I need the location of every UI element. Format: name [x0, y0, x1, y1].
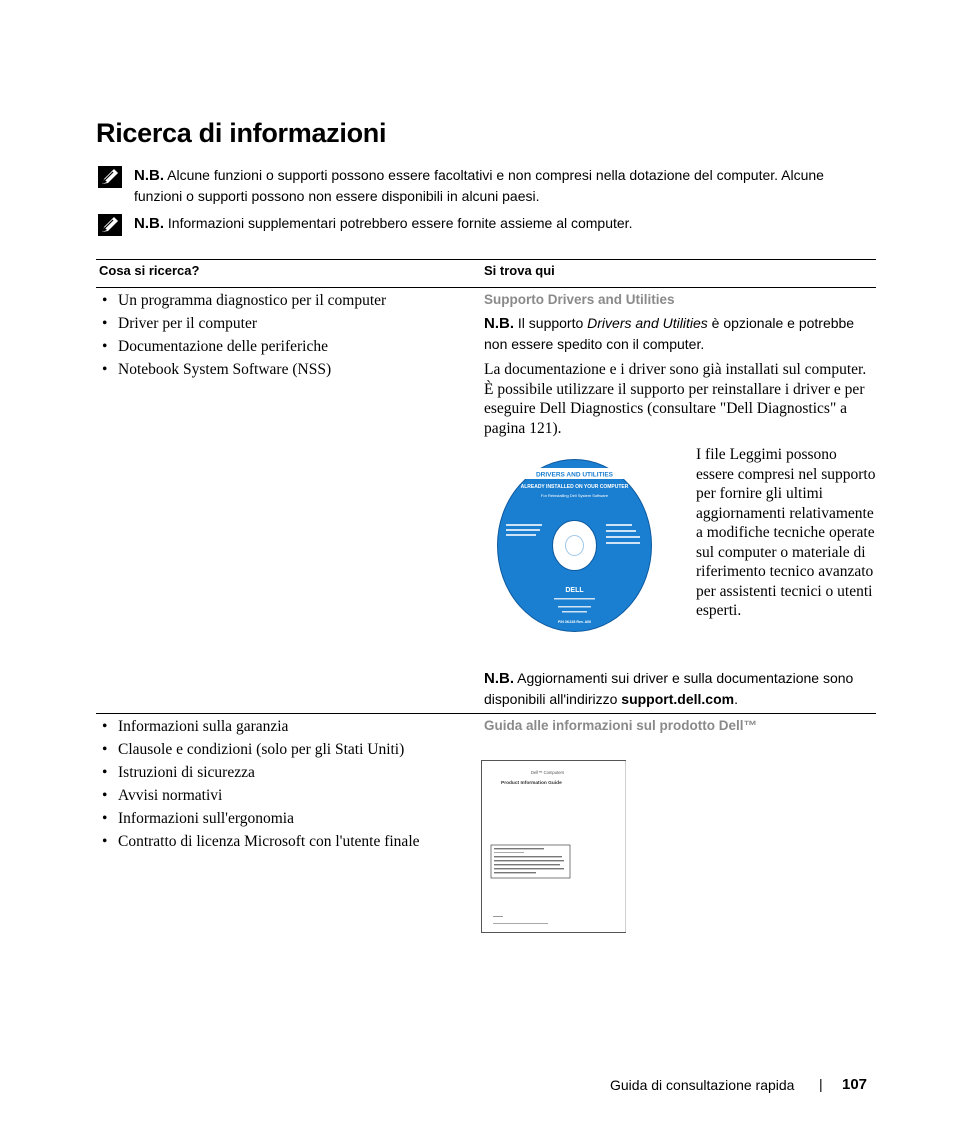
list-item: • Avvisi normativi [100, 784, 420, 807]
footer-page-number: 107 [842, 1076, 868, 1093]
note-driver-updates [484, 668, 879, 709]
list-item: • Un programma diagnostico per il computer [100, 289, 386, 312]
row2-item-list [100, 715, 420, 853]
cd-dell-logo: DELL [565, 587, 584, 594]
note-label: N.B. [484, 670, 514, 687]
cd-part-number: P/N 3K228 Rev. A00 [557, 620, 592, 624]
list-item: • Clausole e condizioni (solo per gli Stati Uniti) [100, 738, 420, 761]
cd-caption: For Reinstalling Dell System Software [540, 493, 609, 498]
note-label: N.B. [134, 215, 164, 232]
product-information-guide-image [481, 760, 626, 933]
note-label: N.B. [134, 167, 164, 184]
note-text: Alcune funzioni o supporti possono essere facoltativi e non compresi nella dotazione del computer. Alcune funzioni o supporti possono non essere disponibili in alcuni paesi. [134, 167, 824, 204]
cd-title: DRIVERS AND UTILITIES [535, 471, 614, 479]
list-item: • Notebook System Software (NSS) [100, 358, 386, 381]
list-item: • Informazioni sulla garanzia [100, 715, 420, 738]
cd-subtitle: ALREADY INSTALLED ON YOUR COMPUTER [520, 484, 629, 490]
list-item: • Informazioni sull'ergonomia [100, 807, 420, 830]
column-header-location: Si trova qui [484, 263, 555, 278]
note-text-post: . [734, 691, 738, 707]
drivers-utilities-cd-image [496, 458, 653, 633]
note-text: Informazioni supplementari potrebbero essere fornite assieme al computer. [167, 215, 633, 231]
readme-description: I file Leggimi possono essere compresi nel supporto per fornire gli ultimi aggiornamenti relativamente a modifiche tecniche operate sul computer o materiale di riferimento tecnico avanzato per assistenti tecnici o utenti esperti. [696, 446, 876, 619]
pencil-note-icon [98, 214, 122, 236]
booklet-brand: Dell™ Computers [531, 770, 565, 775]
note-drivers-optional [484, 313, 879, 354]
drivers-description: La documentazione e i driver sono già installati sul computer. È possibile utilizzare il supporto per reinstallare i driver e per eseguire Dell Diagnostics (consultare "Dell Diagnostics" a pagina 121). [484, 361, 867, 437]
note-text-italic: Drivers and Utilities [587, 315, 708, 331]
list-item: • Contratto di licenza Microsoft con l'utente finale [100, 830, 420, 853]
column-header-search: Cosa si ricerca? [99, 263, 200, 278]
note-text-post: è opzionale e potrebbe non essere spedito con il computer. [484, 315, 855, 352]
booklet-title: Product Information Guide [501, 781, 562, 786]
footer-separator: | [819, 1076, 823, 1092]
section-title-product-info-guide: Guida alle informazioni sul prodotto Dell™ [484, 718, 758, 733]
table-row-divider [96, 713, 876, 714]
note-text-pre: Il supporto [517, 315, 584, 331]
list-item: • Documentazione delle periferiche [100, 335, 386, 358]
list-item: • Istruzioni di sicurezza [100, 761, 420, 784]
table-top-rule [96, 259, 876, 260]
table-header-rule [96, 287, 876, 288]
note-optional-features [98, 165, 858, 207]
note-supplementary-info [98, 213, 858, 234]
support-url: support.dell.com [621, 691, 735, 707]
pencil-note-icon [98, 166, 122, 188]
list-item: • Driver per il computer [100, 312, 386, 335]
note-text-pre: Aggiornamenti sui driver e sulla documentazione sono disponibili all'indirizzo [484, 670, 854, 707]
footer-guide-title: Guida di consultazione rapida [610, 1077, 795, 1093]
note-label: N.B. [484, 315, 514, 332]
page-title: Ricerca di informazioni [96, 118, 387, 148]
row1-item-list [100, 289, 386, 381]
section-title-drivers-utilities: Supporto Drivers and Utilities [484, 292, 675, 307]
